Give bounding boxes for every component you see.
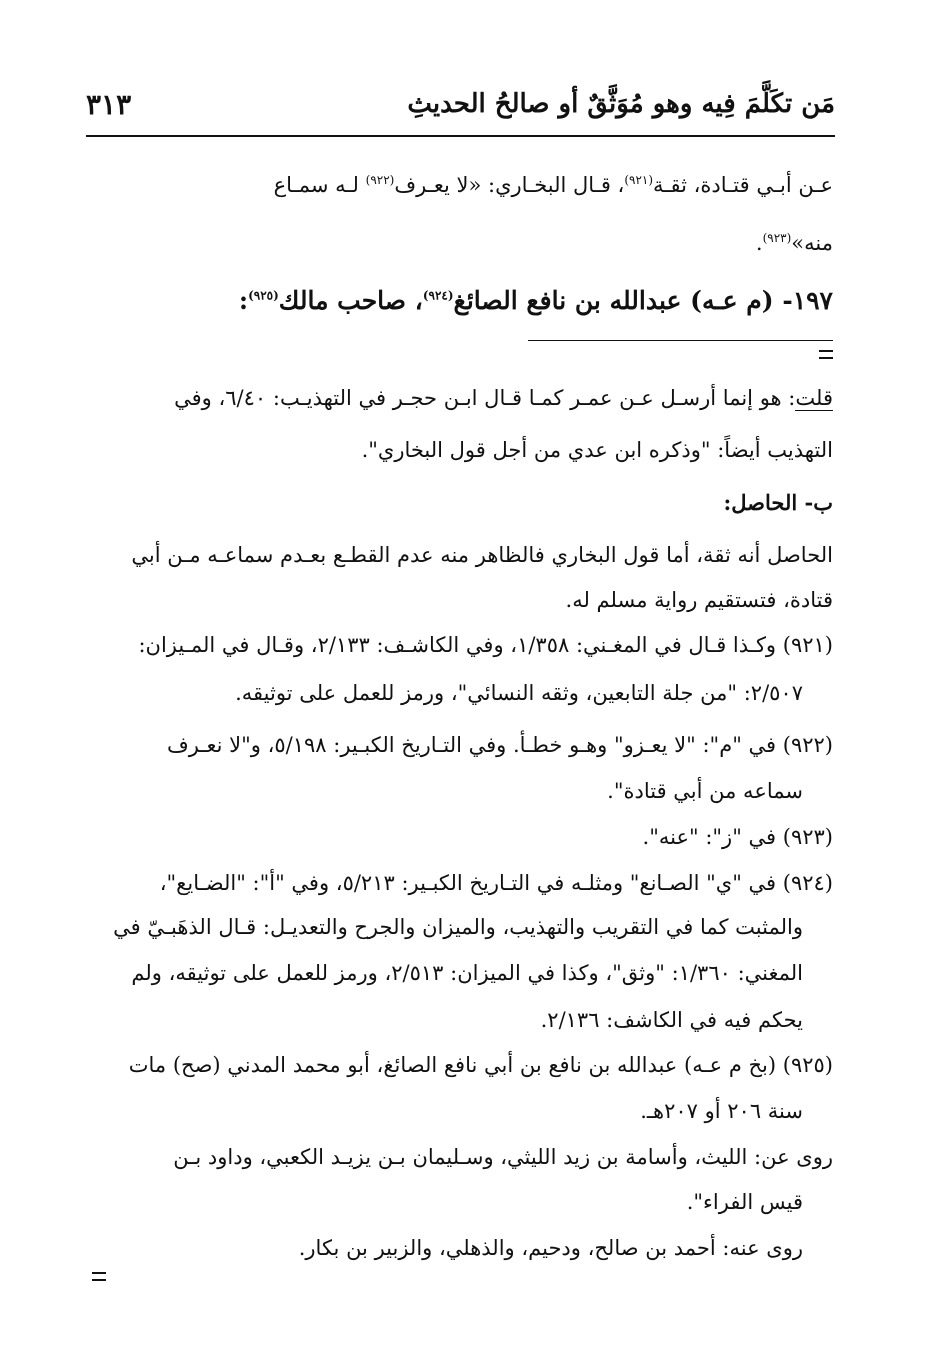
body-line-3: الحاصل أنه ثقة، أما قول البخاري فالظاهر منه عدم القطـع بعـدم سماعـه مـن أبي bbox=[131, 543, 833, 567]
footnote-ref[interactable]: (٩٢٤) bbox=[422, 288, 454, 303]
footnote-925-cont-1: سنة ٢٠٦ أو ٢٠٧هـ. bbox=[640, 1099, 803, 1123]
intro-line-2: منه»$^{(٩٢٣)}$. bbox=[755, 231, 833, 255]
footnote-ref[interactable]: (٩٢٢) bbox=[365, 173, 395, 187]
footnote-921-cont: ٢/٥٠٧: "من جلة التابعين، وثقه النسائي"، ورمز للعمل على توثيقه. bbox=[235, 681, 803, 705]
footnote-925: (٩٢٥) (بخ م عـه) عبدالله بن نافع بن أبي نافع الصائغ، أبو محمد المدني (صح) مات bbox=[128, 1053, 833, 1077]
intro-line-1: عـن أبـي قتـادة، ثقـة$^{(٩٢١)}$، قـال البخـاري: «لا يعـرف$^{(٩٢٢)}$ لـه سمـاع bbox=[273, 173, 833, 197]
entry-heading: ١٩٧- (م عـه) عبدالله بن نافع الصائغ$^{(٩٢٤)}$، صاحب مالك$^{(٩٢٥)}$: bbox=[238, 286, 833, 315]
footnote-924-cont-1: والمثبت كما في التقريب والتهذيب، والميزان والجرح والتعديـل: قـال الذهَبـيّ في bbox=[113, 915, 803, 939]
footnote-ref[interactable]: (٩٢٥) bbox=[248, 288, 279, 303]
footnote-922-cont: سماعه من أبي قتادة". bbox=[607, 779, 803, 803]
equals-mark-bottom bbox=[92, 1272, 106, 1281]
footnote-925-cont-4: روى عنه: أحمد بن صالح، ودحيم، والذهلي، والزبير بن بكار. bbox=[298, 1236, 803, 1260]
footnote-925-cont-3: قيس الفراء". bbox=[686, 1190, 803, 1214]
running-title: مَن تكَلَّمَ فِيه وهو مُوَثَّقٌ أو صالحُ الحديثِ bbox=[407, 89, 835, 119]
body-line-1: قلت: هو إنما أرسـل عـن عمـر كمـا قـال ابـن حجـر في التهذيـب: ٦/٤٠، وفي bbox=[174, 386, 833, 410]
header-divider bbox=[86, 135, 835, 137]
footnote-921: (٩٢١) وكـذا قـال في المغـني: ١/٣٥٨، وفي الكاشـف: ٢/١٣٣، وقـال في المـيزان: bbox=[138, 633, 833, 657]
footnote-924-cont-3: يحكم فيه في الكاشف: ٢/١٣٦. bbox=[540, 1008, 803, 1032]
footnote-925-cont-2: روى عن: الليث، وأسامة بن زيد الليثي، وسـليمان بـن يزيـد الكعبي، وداود بـن bbox=[173, 1145, 833, 1169]
section-heading: ب- الحاصل: bbox=[723, 490, 833, 515]
footnote-923: (٩٢٣) في "ز": "عنه". bbox=[642, 825, 833, 849]
equals-mark bbox=[819, 350, 833, 359]
footnote-924: (٩٢٤) في "ي" الصـانع" ومثلـه في التـاريخ الكبـير: ٥/٢١٣، وفي "أ": "الضـايع"، bbox=[159, 871, 833, 895]
page-number: ٣١٣ bbox=[86, 87, 132, 121]
footnote-924-cont-2: المغني: ١/٣٦٠: "وثق"، وكذا في الميزان: ٢/٥١٣، ورمز للعمل على توثيقه، ولم bbox=[131, 961, 803, 985]
body-line-2: التهذيب أيضاً: "وذكره ابن عدي من أجل قول البخاري". bbox=[361, 438, 833, 462]
body-line-4: قتادة، فتستقيم رواية مسلم له. bbox=[565, 588, 833, 612]
entry-rule bbox=[528, 340, 833, 341]
footnote-922: (٩٢٢) في "م": "لا يعـزو" وهـو خطـأ. وفي التـاريخ الكبـير: ٥/١٩٨، و"لا نعـرف bbox=[167, 733, 833, 757]
footnote-ref[interactable]: (٩٢٣) bbox=[762, 231, 792, 245]
page-header bbox=[86, 80, 835, 128]
footnote-ref[interactable]: (٩٢١) bbox=[624, 173, 654, 187]
